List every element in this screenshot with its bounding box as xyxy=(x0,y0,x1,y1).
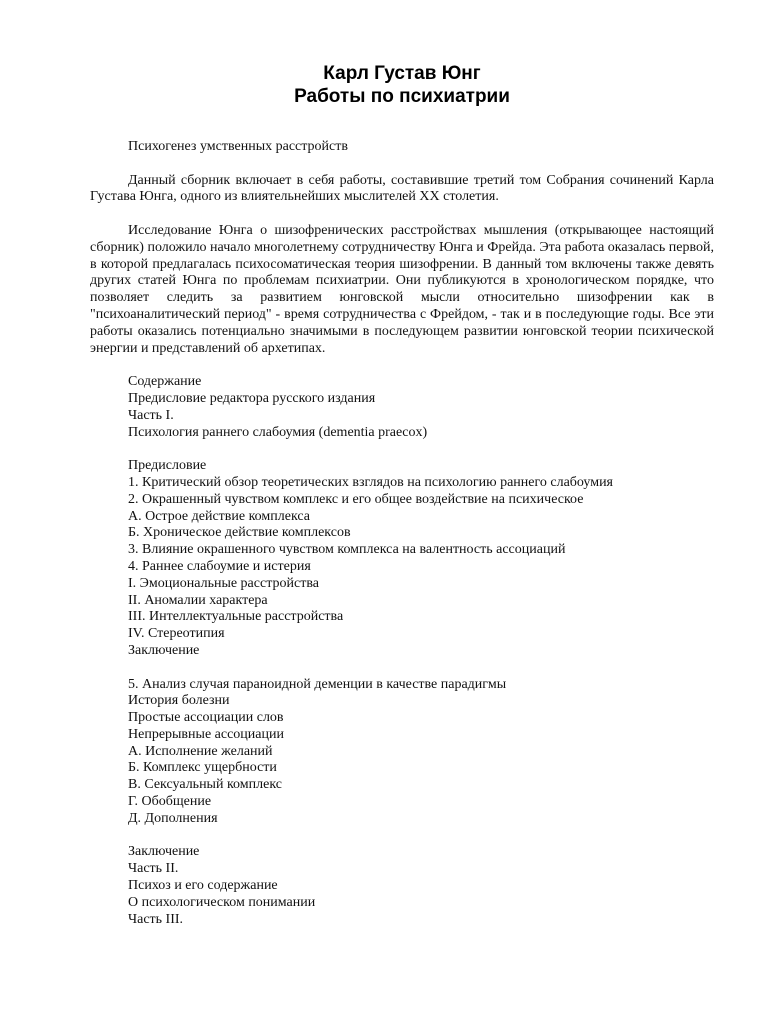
toc-item: Заключение xyxy=(128,844,200,860)
toc-item: 2. Окрашенный чувством комплекс и его общее воздействие на психическое xyxy=(128,491,584,507)
document-body xyxy=(90,139,714,928)
toc-block-contents xyxy=(128,374,714,441)
toc-item: Непрерывные ассоциации xyxy=(128,726,284,742)
document-page xyxy=(90,62,714,928)
toc-item: О психологическом понимании xyxy=(128,894,316,910)
toc-item: III. Интеллектуальные расстройства xyxy=(128,609,344,625)
toc-item: Часть III. xyxy=(128,911,184,927)
title-author: Карл Густав Юнг xyxy=(323,63,481,84)
toc-item: Часть II. xyxy=(128,861,179,877)
toc-item: Простые ассоциации слов xyxy=(128,710,284,726)
toc-block-parts xyxy=(128,844,714,928)
toc-item: 3. Влияние окрашенного чувством комплекса на валентность ассоциаций xyxy=(128,542,566,558)
toc-item: Б. Хроническое действие комплексов xyxy=(128,525,351,541)
title-work: Работы по психиатрии xyxy=(294,86,510,107)
toc-item: 4. Раннее слабоумие и истерия xyxy=(128,558,311,574)
toc-item: Часть I. xyxy=(128,407,174,423)
toc-item: Содержание xyxy=(128,374,202,390)
toc-item: Психология раннего слабоумия (dementia praecox) xyxy=(128,424,428,440)
toc-item: Б. Комплекс ущербности xyxy=(128,760,277,776)
toc-block-preface xyxy=(128,458,714,660)
intro-paragraph: Данный сборник включает в себя работы, составившие третий том Собрания сочинений Карла Густава Юнга, одного из влиятельнейших мыслителей XX столетия. xyxy=(90,172,714,205)
toc-item: II. Аномалии характера xyxy=(128,592,268,608)
toc-item: Заключение xyxy=(128,642,200,658)
toc-item: IV. Стереотипия xyxy=(128,626,225,642)
toc-item: 1. Критический обзор теоретических взглядов на психологию раннего слабоумия xyxy=(128,474,613,490)
toc-item: Д. Дополнения xyxy=(128,810,218,826)
document-title xyxy=(90,62,714,108)
toc-item: Г. Обобщение xyxy=(128,794,212,810)
toc-item: Психоз и его содержание xyxy=(128,878,278,894)
toc-item: Предисловие xyxy=(128,458,207,474)
toc-item: 5. Анализ случая параноидной деменции в качестве парадигмы xyxy=(128,676,507,692)
toc-item: I. Эмоциональные расстройства xyxy=(128,575,319,591)
section-heading: Психогенез умственных расстройств xyxy=(128,139,348,154)
toc-block-case-analysis xyxy=(128,677,714,828)
toc-item: Предисловие редактора русского издания xyxy=(128,390,376,406)
toc-item: В. Сексуальный комплекс xyxy=(128,777,282,793)
description-paragraph: Исследование Юнга о шизофренических расстройствах мышления (открывающее настоящий сборник) положило начало многолетнему сотрудничеству Юнга и Фрейда. Эта работа оказалась первой, в которой предлагалась психосоматическая теория шизофрении. В данный том включены также девять других статей Юнга по проблемам психиатрии. Они публикуются в хронологическом порядке, что позволяет следить за развитием юнговской мысли относительно шизофрении как в "психоаналитический период" - время сотрудничества с Фрейдом, - так и в последующие годы. Все эти работы оказались потенциально значимыми в последующем развитии юнговской теории психической энергии и представлений об архетипах. xyxy=(90,222,714,356)
toc-item: А. Острое действие комплекса xyxy=(128,508,311,524)
toc-item: История болезни xyxy=(128,693,230,709)
toc-item: А. Исполнение желаний xyxy=(128,743,273,759)
